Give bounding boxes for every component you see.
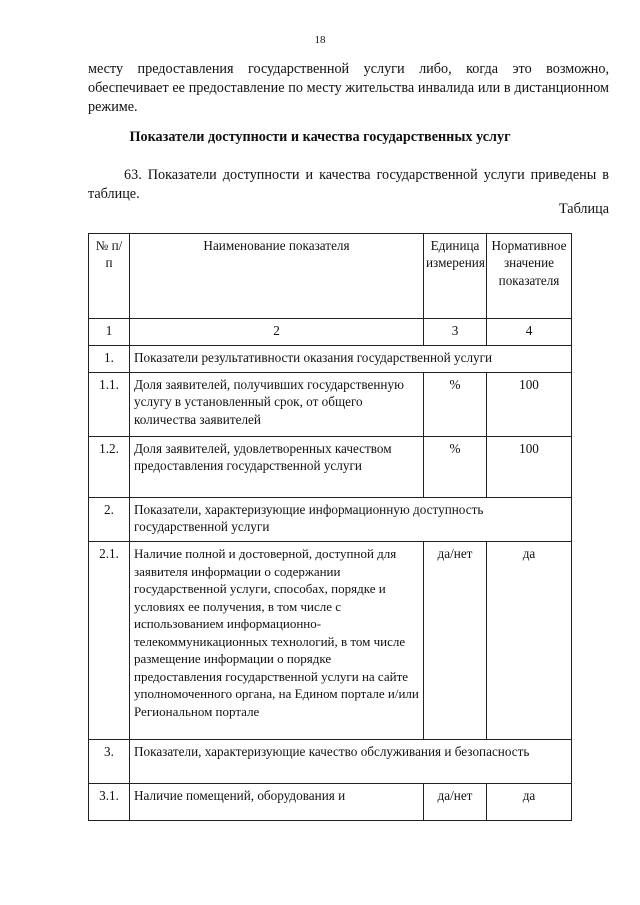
table-row [89, 542, 572, 740]
row-group-title: Показатели, характеризующие качество обслуживания и безопасность [130, 740, 572, 784]
table-row [89, 437, 572, 498]
column-number-row [89, 319, 572, 346]
row-unit: % [424, 437, 487, 498]
row-num: 1.2. [89, 437, 130, 498]
row-num: 2.1. [89, 542, 130, 740]
header-num: № п/п [89, 234, 130, 319]
table-row [89, 740, 572, 784]
row-name: Наличие помещений, оборудования и [130, 784, 424, 821]
table-row [89, 784, 572, 821]
row-num: 1. [89, 346, 130, 373]
row-num: 1.1. [89, 373, 130, 437]
table-row [89, 373, 572, 437]
column-number: 4 [487, 319, 572, 346]
row-unit: да/нет [424, 542, 487, 740]
section-title: Показатели доступности и качества государственных услуг [129, 129, 511, 145]
table-row [89, 498, 572, 542]
row-norm: 100 [487, 373, 572, 437]
indicators-table [88, 233, 572, 821]
row-group-title: Показатели результативности оказания государственной услуги [130, 346, 572, 373]
row-norm: да [487, 542, 572, 740]
table-header-row [89, 234, 572, 319]
row-num: 3. [89, 740, 130, 784]
row-norm: 100 [487, 437, 572, 498]
header-norm: Нормативное значение показателя [487, 234, 572, 319]
row-name: Доля заявителей, удовлетворенных качеством предоставления государственной услуги [130, 437, 424, 498]
column-number: 3 [424, 319, 487, 346]
table-caption: Таблица [558, 201, 609, 217]
column-number: 2 [130, 319, 424, 346]
header-name: Наименование показателя [130, 234, 424, 319]
page-number: 18 [314, 34, 326, 46]
row-group-title: Показатели, характеризующие информационную доступность государственной услуги [130, 498, 572, 542]
header-unit: Единица измерения [424, 234, 487, 319]
row-num: 3.1. [89, 784, 130, 821]
row-norm: да [487, 784, 572, 821]
row-unit: % [424, 373, 487, 437]
row-name: Доля заявителей, получивших государственную услугу в установленный срок, от общего количества заявителей [130, 373, 424, 437]
row-unit: да/нет [424, 784, 487, 821]
table-row [89, 346, 572, 373]
row-num: 2. [89, 498, 130, 542]
paragraph-63: 63. Показатели доступности и качества государственной услуги приведены в таблице. [88, 167, 609, 202]
continuation-paragraph: месту предоставления государственной услуги либо, когда это возможно, обеспечивает ее предоставление по месту жительства инвалида или в дистанционном режиме. [88, 61, 609, 115]
column-number: 1 [89, 319, 130, 346]
row-name: Наличие полной и достоверной, доступной для заявителя информации о содержании государственной услуги, способах, порядке и условиях ее получения, в том числе с использованием информационно-телекоммуникационных технологий, в том числе размещение информации о порядке предоставления государственной услуги на сайте уполномоченного органа, на Едином портале и/или Региональном портале [130, 542, 424, 740]
